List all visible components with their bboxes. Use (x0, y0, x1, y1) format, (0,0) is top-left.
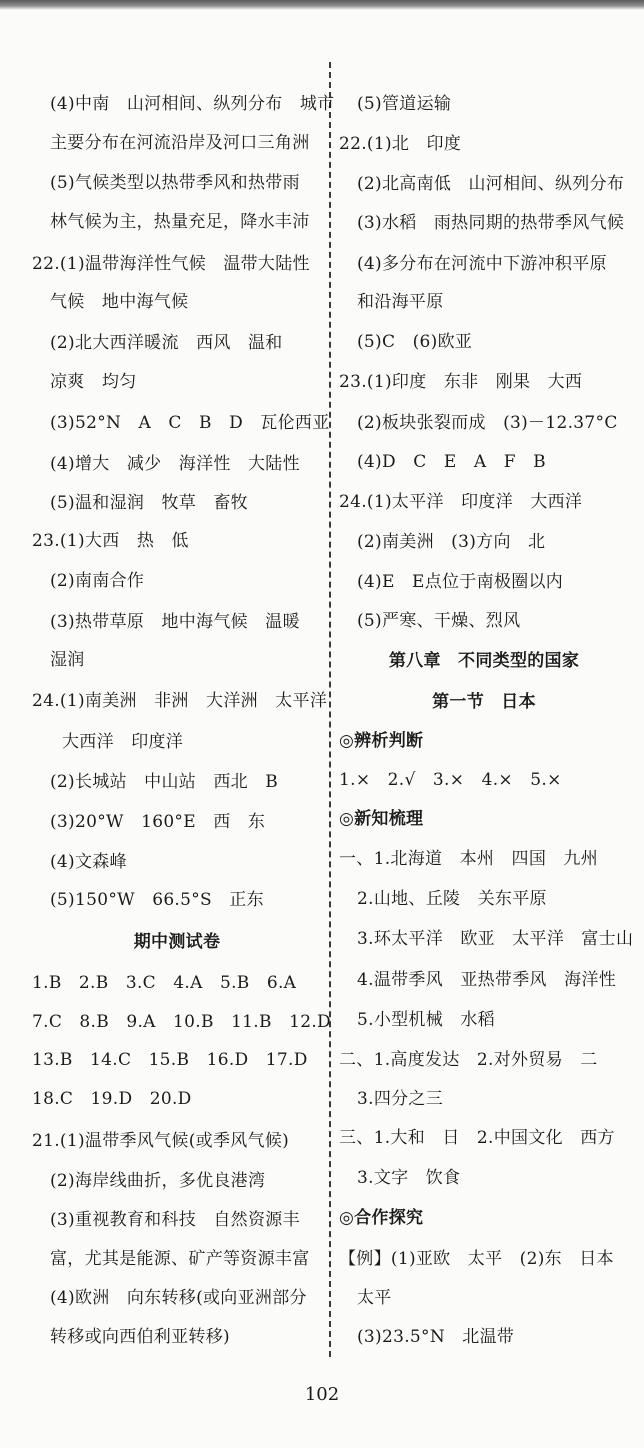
answer-line: 24.(1)南美洲 非洲 大洋洲 太平洋 (32, 691, 328, 711)
answer-line: 二、1.高度发达 2.对外贸易 二 (339, 1050, 598, 1070)
answer-line: (3)20°W 160°E 西 东 (50, 812, 266, 832)
answer-line: (5)管道运输 (357, 94, 452, 114)
answer-line: 5.小型机械 水稻 (357, 1010, 495, 1030)
answer-line: (4)D C E A F B (357, 452, 546, 472)
answer-line: 【例】(1)亚欧 太平 (2)东 日本 (339, 1249, 614, 1269)
answer-line: 大西洋 印度洋 (62, 732, 184, 752)
answer-line: 23.(1)印度 东非 刚果 大西 (339, 372, 583, 392)
section-heading: 期中测试卷 (133, 932, 221, 952)
answer-line: 主要分布在河流沿岸及河口三角洲 (50, 133, 310, 153)
answer-line: (3)23.5°N 北温带 (357, 1327, 515, 1347)
answer-line: 凉爽 均匀 (50, 372, 137, 392)
section-heading: ◎新知梳理 (339, 809, 424, 829)
column-divider (329, 62, 331, 1357)
answer-line: 和沿海平原 (357, 292, 444, 312)
answer-line: (3)重视教育和科技 自然资源丰 (50, 1210, 300, 1230)
answer-line: (2)北大西洋暖流 西风 温和 (50, 333, 283, 353)
section-heading: 第一节 日本 (432, 692, 536, 712)
answer-line: (4)欧洲 向东转移(或向亚洲部分 (50, 1288, 307, 1308)
answer-line: 林气候为主，热量充足，降水丰沛 (50, 212, 310, 232)
answer-line: (2)南南合作 (50, 571, 145, 591)
answer-line: 气候 地中海气候 (50, 292, 189, 312)
answer-line: 22.(1)北 印度 (339, 134, 462, 154)
answer-line: 3.环太平洋 欧亚 太平洋 富士山 (357, 929, 634, 949)
section-heading: ◎辨析判断 (339, 731, 424, 751)
answer-line: 23.(1)大西 热 低 (32, 531, 189, 551)
answer-line: (2)板块张裂而成 (3)－12.37°C (357, 413, 618, 433)
answer-line: 18.C 19.D 20.D (32, 1089, 192, 1109)
answer-line: 3.文字 饮食 (357, 1168, 461, 1188)
answer-line: 1.B 2.B 3.C 4.A 5.B 6.A (32, 973, 297, 993)
answer-line: 24.(1)太平洋 印度洋 大西洋 (339, 492, 583, 512)
answer-line: 富，尤其是能源、矿产等资源丰富 (50, 1249, 310, 1269)
answer-line: (2)南美洲 (3)方向 北 (357, 532, 546, 552)
answer-line: 一、1.北海道 本州 四国 九州 (339, 849, 599, 869)
section-heading: 第八章 不同类型的国家 (388, 651, 580, 671)
answer-line: (4)文森峰 (50, 852, 127, 872)
answer-line: 太平 (357, 1288, 392, 1308)
answer-line: (2)海岸线曲折，多优良港湾 (50, 1171, 266, 1191)
answer-line: (2)北高南低 山河相间、纵列分布 (357, 174, 625, 194)
answer-line: (3)52°N A C B D 瓦伦西亚 (50, 413, 330, 433)
page-number: 102 (304, 1384, 340, 1405)
answer-line: 22.(1)温带海洋性气候 温带大陆性 (32, 254, 310, 274)
answer-line: 7.C 8.B 9.A 10.B 11.B 12.D (32, 1012, 331, 1032)
answer-line: (3)水稻 雨热同期的热带季风气候 (357, 213, 625, 233)
top-edge-shadow (0, 0, 644, 10)
answer-line: (5)严寒、干燥、烈风 (357, 611, 521, 631)
answer-line: (5)气候类型以热带季风和热带雨 (50, 173, 300, 193)
answer-line: (4)增大 减少 海洋性 大陆性 (50, 454, 300, 474)
answer-line: (5)150°W 66.5°S 正东 (50, 890, 264, 910)
answer-line: 湿润 (50, 650, 85, 670)
answer-line: 1.× 2.√ 3.× 4.× 5.× (339, 770, 562, 790)
answer-line: (4)E E点位于南极圈以内 (357, 572, 564, 592)
answer-line: (3)热带草原 地中海气候 温暖 (50, 612, 300, 632)
answer-line: 转移或向西伯利亚转移) (50, 1327, 230, 1347)
answer-line: 2.山地、丘陵 关东平原 (357, 889, 547, 909)
answer-line: (2)长城站 中山站 西北 B (50, 772, 279, 792)
answer-line: 3.四分之三 (357, 1089, 444, 1109)
answer-line: (4)中南 山河相间、纵列分布 城市 (50, 94, 335, 114)
answer-line: (5)C (6)欧亚 (357, 332, 473, 352)
answer-line: 4.温带季风 亚热带季风 海洋性 (357, 970, 617, 990)
answer-line: 三、1.大和 日 2.中国文化 西方 (339, 1128, 615, 1148)
answer-line: (5)温和湿润 牧草 畜牧 (50, 493, 248, 513)
answer-line: 21.(1)温带季风气候(或季风气候) (32, 1131, 290, 1151)
section-heading: ◎合作探究 (339, 1208, 424, 1228)
answer-line: 13.B 14.C 15.B 16.D 17.D (32, 1050, 308, 1070)
answer-line: (4)多分布在河流中下游冲积平原 (357, 254, 607, 274)
